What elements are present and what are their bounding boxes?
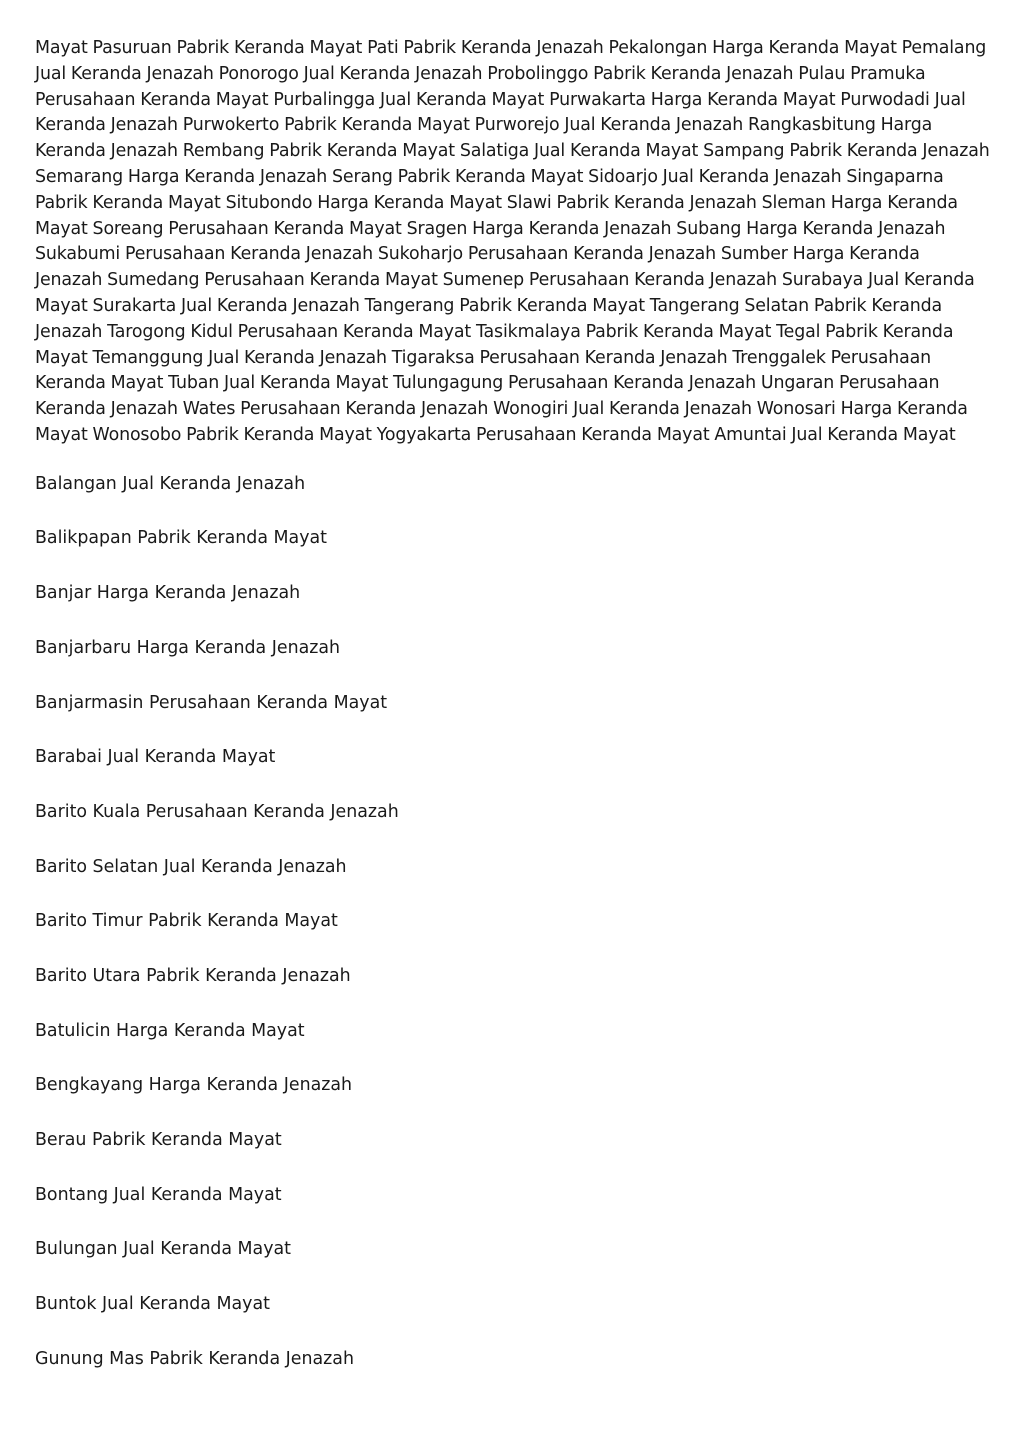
list-item: Banjarmasin Perusahaan Keranda Mayat <box>35 692 388 713</box>
list-item: Balikpapan Pabrik Keranda Mayat <box>35 528 327 549</box>
intro-paragraph: Mayat Pasuruan Pabrik Keranda Mayat Pati Pabrik Keranda Jenazah Pekalongan Harga Keranda Mayat Pemalang Jual Keranda Jenazah Ponorogo Jual Keranda Jenazah Probolinggo Pabrik Keranda Jenazah Pulau Pramuka Perusahaan Keranda Mayat Purbalingga Jual Keranda Mayat Purwakarta Harga Keranda Mayat Purwodadi Jual Keranda Jenazah Purwokerto Pabrik Keranda Mayat Purworejo Jual Keranda Jenazah Rangkasbitung Harga Keranda Jenazah Rembang Pabrik Keranda Mayat Salatiga Jual Keranda Mayat Sampang Pabrik Keranda Jenazah Semarang Harga Keranda Jenazah Serang Pabrik Keranda Mayat Sidoarjo Jual Keranda Jenazah Singaparna Pabrik Keranda Mayat Situbondo Harga Keranda Mayat Slawi Pabrik Keranda Jenazah Sleman Harga Keranda Mayat Soreang Perusahaan Keranda Mayat Sragen Harga Keranda Jenazah Subang Harga Keranda Jenazah Sukabumi Perusahaan Keranda Jenazah Sukoharjo Perusahaan Keranda Jenazah Sumber Harga Keranda Jenazah Sumedang Perusahaan Keranda Mayat Sumenep Perusahaan Keranda Jenazah Surabaya Jual Keranda Mayat Surakarta Jual Keranda Jenazah Tangerang Pabrik Keranda Mayat Tangerang Selatan Pabrik Keranda Jenazah Tarogong Kidul Perusahaan Keranda Mayat Tasikmalaya Pabrik Keranda Mayat Tegal Pabrik Keranda Mayat Temanggung Jual Keranda Jenazah Tigaraksa Perusahaan Keranda Jenazah Trenggalek Perusahaan Keranda Mayat Tuban Jual Keranda Mayat Tulungagung Perusahaan Keranda Jenazah Ungaran Perusahaan Keranda Jenazah Wates Perusahaan Keranda Jenazah Wonogiri Jual Keranda Jenazah Wonosari Harga Keranda Mayat Wonosobo Pabrik Keranda Mayat Yogyakarta Perusahaan Keranda Mayat Amuntai Jual Keranda Mayat <box>35 38 990 445</box>
list-item: Banjarbaru Harga Keranda Jenazah <box>35 637 341 658</box>
list-item: Barabai Jual Keranda Mayat <box>35 747 276 768</box>
list-item: Barito Kuala Perusahaan Keranda Jenazah <box>35 801 399 822</box>
list-item: Bulungan Jual Keranda Mayat <box>35 1239 291 1260</box>
list-item: Banjar Harga Keranda Jenazah <box>35 583 301 604</box>
list-item: Bengkayang Harga Keranda Jenazah <box>35 1075 353 1096</box>
list-item: Buntok Jual Keranda Mayat <box>35 1294 270 1315</box>
list-item: Barito Utara Pabrik Keranda Jenazah <box>35 965 351 986</box>
location-list <box>35 472 990 1373</box>
list-item: Barito Selatan Jual Keranda Jenazah <box>35 856 347 877</box>
list-item: Barito Timur Pabrik Keranda Mayat <box>35 911 338 932</box>
list-item: Berau Pabrik Keranda Mayat <box>35 1130 282 1150</box>
list-item: Bontang Jual Keranda Mayat <box>35 1184 282 1205</box>
document-page <box>35 36 990 1401</box>
list-item: Batulicin Harga Keranda Mayat <box>35 1020 305 1041</box>
list-item: Gunung Mas Pabrik Keranda Jenazah <box>35 1348 354 1369</box>
list-item: Balangan Jual Keranda Jenazah <box>35 473 306 494</box>
